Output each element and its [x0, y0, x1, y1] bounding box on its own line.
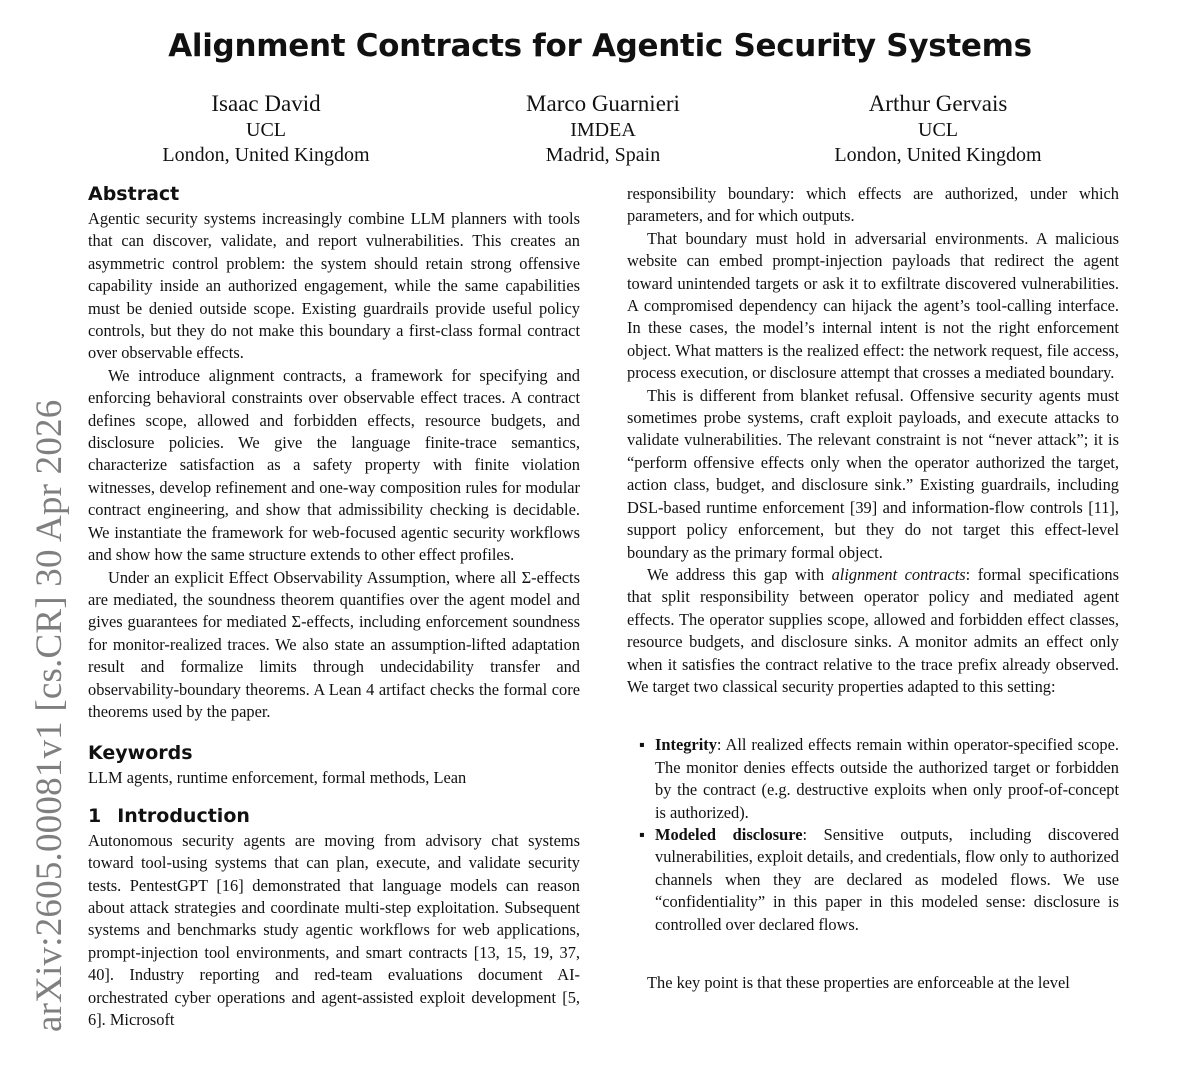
list-term: Integrity: [655, 735, 717, 755]
author-location: London, United Kingdom: [834, 144, 1042, 166]
body-paragraph: [627, 564, 1119, 698]
body-paragraph: That boundary must hold in adversarial environments. A malicious website can embed prompt-injection payloads that redirect the agent toward unintended targets or ask it to exfiltrate discovered vulnerabilities. A compromised dependency can hijack the agent’s tool-calling interface. In these cases, the model’s internal intent is not the right enforcement object. What matters is the realized effect: the network request, file access, process execution, or disclosure attempt that crosses a mediated boundary.: [627, 228, 1119, 383]
abstract-paragraph: We introduce alignment contracts, a framework for specifying and enforcing behavioral constraints over observable effect traces. A contract defines scope, allowed and forbidden effects, resource budgets, and disclosure policies. We give the language finite-trace semantics, characterize satisfaction as a safety property with finite violation witnesses, develop refinement and one-way composition rules for modular contract engineering, and show that admissibility checking is decidable. We instantiate the framework for web-focused agentic security workflows and show how the same structure extends to other effect profiles.: [88, 365, 580, 565]
right-column: [627, 183, 1119, 994]
list-item: [627, 734, 1119, 824]
keywords-heading: Keywords: [88, 742, 193, 765]
section-number: 1: [88, 804, 102, 827]
property-list: [627, 734, 1119, 936]
left-column: [88, 180, 580, 1031]
section-heading: [88, 802, 580, 830]
body-paragraph: responsibility boundary: which effects are authorized, under which parameters, and for which outputs.: [627, 184, 1119, 226]
author-name: Arthur Gervais: [868, 91, 1008, 116]
author-block: [96, 90, 436, 168]
author-block: [433, 90, 773, 168]
list-item: [627, 824, 1119, 936]
body-paragraph: This is different from blanket refusal. Offensive security agents must sometimes probe systems, craft exploit payloads, and execute attacks to validate vulnerabilities. The relevant constraint is not “never attack”; it is “perform offensive effects only when the operator authorized the target, action class, budget, and disclosure sink.” Existing guardrails, including DSL-based runtime enforcement [39] and information-flow controls [11], support policy enforcement, but they do not target this effect-level boundary as the primary formal object.: [627, 385, 1119, 562]
author-location: London, United Kingdom: [162, 144, 370, 166]
author-affiliation: UCL: [918, 119, 958, 141]
text-run: : formal specifications that split responsibility between operator policy and mediated agent effects. The operator supplies scope, allowed and forbidden effect classes, resource budgets, and disclosure sinks. A monitor admits an effect only when it satisfies the contract relative to the trace prefix already observed. We target two classical security properties adapted to this setting:: [627, 564, 1119, 696]
abstract-heading: Abstract: [88, 183, 180, 205]
keywords-text: LLM agents, runtime enforcement, formal methods, Lean: [88, 768, 467, 788]
arxiv-stamp: arXiv:2605.00081v1 [cs.CR] 30 Apr 2026: [29, 399, 70, 1032]
text-run: We address this gap with: [647, 564, 832, 584]
paper-title: Alignment Contracts for Agentic Security Systems: [168, 28, 1032, 64]
bullet-icon: ▪: [639, 735, 645, 755]
body-paragraph: The key point is that these properties are enforceable at the level: [647, 973, 1070, 992]
intro-paragraph: Autonomous security agents are moving from advisory chat systems toward tool-using systems that can plan, execute, and validate security tests. PentestGPT [16] demonstrated that language models can reason about attack strategies and coordinate multi-step exploitation. Subsequent systems and benchmarks study agentic workflows for web applications, prompt-injection tool environments, and smart contracts [13, 15, 19, 37, 40]. Industry reporting and red-team evaluations document AI-orchestrated cyber operations and agent-assisted exploit development [5, 6]. Microsoft: [88, 830, 580, 1029]
author-name: Isaac David: [211, 91, 321, 116]
author-location: Madrid, Spain: [545, 144, 661, 166]
section-title: Introduction: [117, 804, 250, 827]
list-term: Modeled disclosure: [655, 824, 803, 844]
list-text: : All realized effects remain within operator-specified scope. The monitor denies effects outside the authorized target or forbidden by the contract (e.g. destructive exploits when only proof-of-concept is authorized).: [655, 735, 1119, 822]
emphasis: alignment contracts: [831, 564, 966, 584]
author-block: [768, 90, 1108, 168]
abstract-paragraph: Agentic security systems increasingly combine LLM planners with tools that can discover, validate, and report vulnerabilities. This creates an asymmetric control problem: the system should retain strong offensive capability inside an authorized engagement, while the same capabilities must be denied outside scope. Existing guardrails provide useful policy controls, but they do not make this boundary a first-class formal contract over observable effects.: [88, 209, 580, 363]
bullet-icon: ▪: [639, 824, 645, 844]
abstract-paragraph: Under an explicit Effect Observability Assumption, where all Σ-effects are mediated, the soundness theorem quantifies over the agent model and gives guarantees for mediated Σ-effects, including enforcement soundness for monitor-realized traces. We also state an assumption-lifted adaptation result and formalize limits through undecidability transfer and observability-boundary theorems. A Lean 4 artifact checks the formal core theorems used by the paper.: [88, 567, 580, 721]
author-affiliation: UCL: [246, 119, 286, 141]
author-affiliation: IMDEA: [570, 119, 636, 141]
list-text: : Sensitive outputs, including discovered vulnerabilities, exploit details, and credentials, flow only to authorized channels when they are declared as modeled flows. We use “confidentiality” in this paper in this modeled sense: disclosure is controlled over declared flows.: [655, 824, 1119, 934]
author-name: Marco Guarnieri: [526, 91, 680, 116]
